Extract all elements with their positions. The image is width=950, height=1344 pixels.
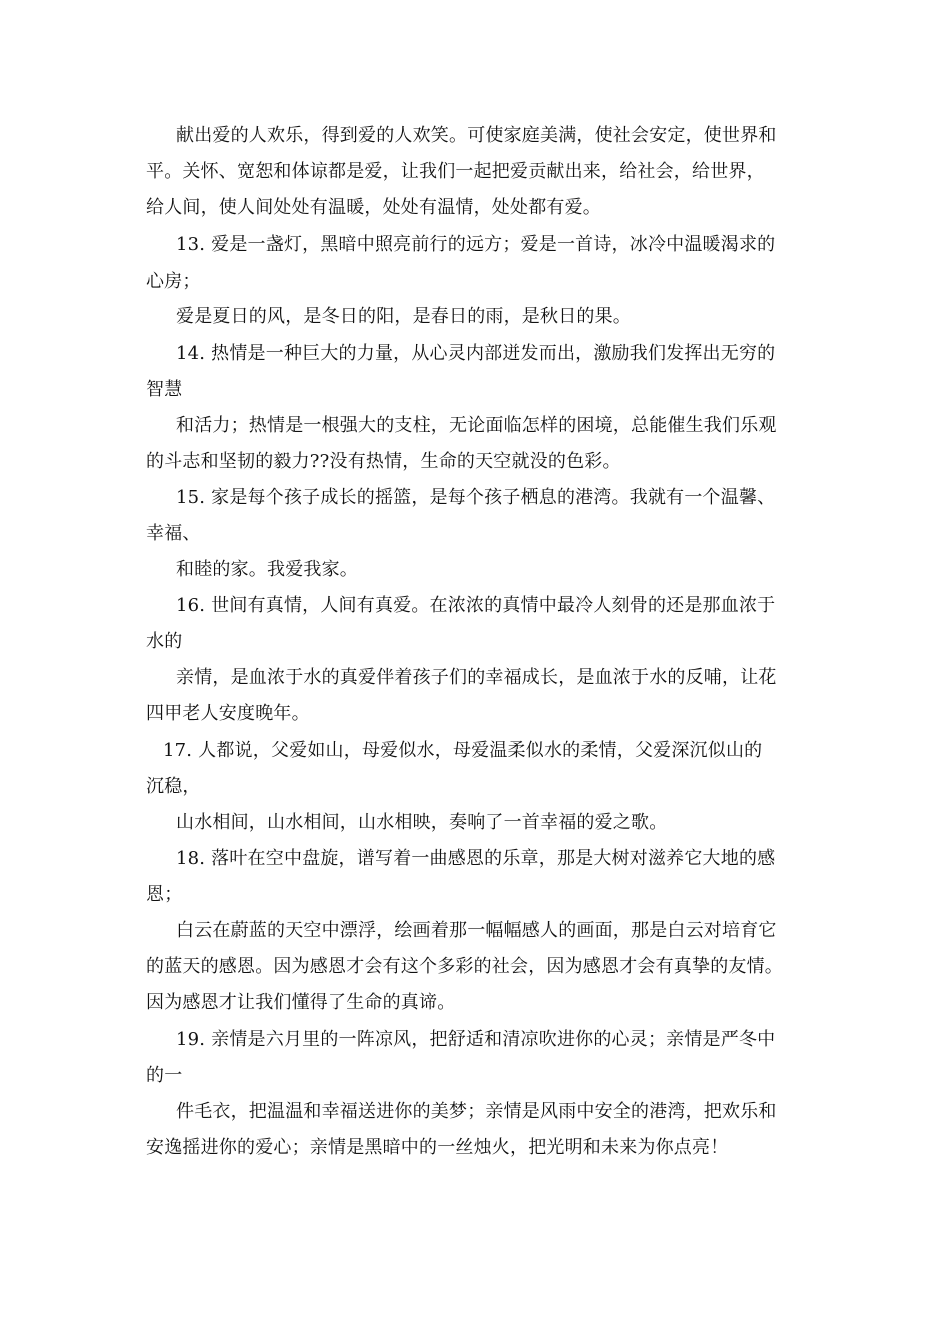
paragraph-line: 献出爱的人欢乐，得到爱的人欢笑。可使家庭美满，使社会安定，使世界和: [176, 125, 777, 146]
paragraph-line: 和睦的家。我爱我家。: [176, 559, 358, 580]
paragraph-line: 和活力；热情是一根强大的支柱，无论面临怎样的困境，总能催生我们乐观: [176, 415, 777, 436]
paragraph-line: 沉稳，: [146, 776, 201, 797]
paragraph-line: 给人间，使人间处处有温暖，处处有温情，处处都有爱。: [146, 197, 601, 218]
paragraph-line: 平。关怀、宽恕和体谅都是爱，让我们一起把爱贡献出来，给社会，给世界，: [146, 161, 765, 182]
paragraph-line: 白云在蔚蓝的天空中漂浮，绘画着那一幅幅感人的画面，那是白云对培育它: [176, 920, 777, 941]
paragraph-line: 心房；: [146, 271, 201, 292]
paragraph-line: 智慧: [146, 379, 183, 400]
paragraph-line: 恩；: [146, 884, 183, 905]
paragraph-line: 的一: [146, 1065, 183, 1086]
paragraph-line: 件毛衣，把温温和幸福送进你的美梦；亲情是风雨中安全的港湾，把欢乐和: [176, 1101, 777, 1122]
paragraph-line: 17. 人都说，父爱如山，母爱似水，母爱温柔似水的柔情，父爱深沉似山的: [163, 740, 763, 761]
paragraph-line: 16. 世间有真情，人间有真爱。在浓浓的真情中最冷人刻骨的还是那血浓于: [176, 595, 776, 616]
paragraph-line: 的蓝天的感恩。因为感恩才会有这个多彩的社会，因为感恩才会有真挚的友情。: [146, 956, 783, 977]
paragraph-line: 山水相间，山水相间，山水相映，奏响了一首幸福的爱之歌。: [176, 812, 668, 833]
paragraph-line: 安逸摇进你的爱心；亲情是黑暗中的一丝烛火，把光明和未来为你点亮！: [146, 1137, 729, 1158]
paragraph-line: 水的: [146, 631, 183, 652]
paragraph-line: 幸福、: [146, 523, 201, 544]
paragraph-line: 四甲老人安度晚年。: [146, 703, 310, 724]
paragraph-line: 13. 爱是一盏灯，黑暗中照亮前行的远方；爱是一首诗，冰冷中温暖渴求的: [176, 234, 776, 255]
paragraph-line: 的斗志和坚韧的毅力??没有热情，生命的天空就没的色彩。: [146, 451, 621, 472]
paragraph-line: 15. 家是每个孩子成长的摇篮，是每个孩子栖息的港湾。我就有一个温馨、: [176, 487, 776, 508]
paragraph-line: 19. 亲情是六月里的一阵凉风，把舒适和清凉吹进你的心灵；亲情是严冬中: [176, 1029, 776, 1050]
paragraph-line: 14. 热情是一种巨大的力量，从心灵内部迸发而出，激励我们发挥出无穷的: [176, 343, 776, 364]
paragraph-line: 因为感恩才让我们懂得了生命的真谛。: [146, 992, 456, 1013]
paragraph-line: 亲情，是血浓于水的真爱伴着孩子们的幸福成长，是血浓于水的反哺，让花: [176, 667, 777, 688]
paragraph-line: 18. 落叶在空中盘旋，谱写着一曲感恩的乐章，那是大树对滋养它大地的感: [176, 848, 776, 869]
paragraph-line: 爱是夏日的风，是冬日的阳，是春日的雨，是秋日的果。: [176, 306, 631, 327]
